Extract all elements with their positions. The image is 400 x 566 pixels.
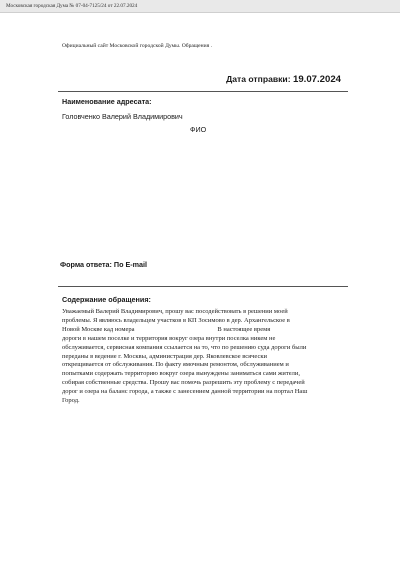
appeal-line: открещивается от обслуживания. По факту ямочным ремонтом, обслуживанием и xyxy=(62,361,289,369)
divider-content xyxy=(58,286,348,287)
appeal-line: собирая собственные средства. Прошу вас помочь разрешить эту проблему с передачей xyxy=(62,379,305,387)
fio-label-cropped xyxy=(190,125,207,134)
appeal-line: дорог и озера на баланс города, а также с занесением данной территории на портал Наш xyxy=(62,388,308,396)
appeal-line: Новой Москве кад номера В настоящее время xyxy=(62,325,271,333)
divider-top xyxy=(58,91,348,92)
appeal-line: обслуживается, сервисная компания ссылается на то, что по решению суда дороги были xyxy=(62,343,307,351)
site-title: Официальный сайт Московской городской Думы. Обращения . xyxy=(62,43,213,49)
reply-form-cropped xyxy=(60,260,148,270)
document-header-bar xyxy=(0,0,400,13)
dispatch-date-label: Дата отправки: xyxy=(226,74,291,84)
dispatch-date-value: 19.07.2024 xyxy=(292,74,341,85)
appeal-line: попытками содержать территорию вокруг озера вынуждены заниматься сами жители, xyxy=(62,370,300,378)
registration-number: Московская городская Дума № 07-04-7125/24 от 22.07.2024 xyxy=(6,3,138,9)
appeal-line: дороги в нашем поселке и территория вокруг озера внутри поселка никем не xyxy=(62,334,276,342)
appeal-line: Уважаемый Валерий Владимирович, прошу вас посодействовать в решении моей xyxy=(62,308,288,315)
dispatch-date-row xyxy=(226,74,341,85)
appeal-line: переданы в ведение г. Москвы, администрация дер. Яковлевское всячески xyxy=(62,352,267,360)
appeal-line: Город. xyxy=(62,397,80,405)
fio-label: ФИО xyxy=(190,125,207,134)
addressee-name: Головченко Валерий Владимирович xyxy=(62,112,183,121)
appeal-line: проблемы. Я являюсь владельцем участков в КП Зосимово в дер. Архангельское в xyxy=(62,316,290,324)
appeal-text xyxy=(62,308,350,406)
content-label: Содержание обращения: xyxy=(62,295,151,304)
addressee-label: Наименование адресата: xyxy=(62,97,152,106)
reply-form-label: Форма ответа: По E-mail xyxy=(60,260,148,269)
